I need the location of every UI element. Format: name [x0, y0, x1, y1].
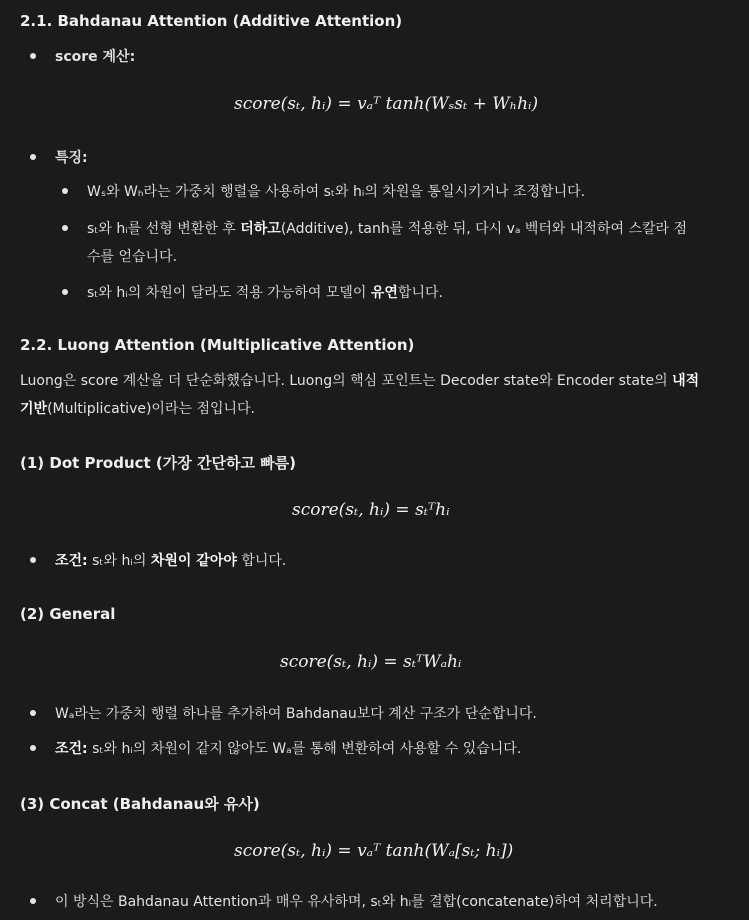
dot-condition-text-a: sₜ와 hᵢ의: [87, 553, 151, 569]
feature-item-2-bold: 더하고: [240, 221, 281, 237]
bullet: [30, 53, 36, 59]
luong-intro-bold-a: 내적: [672, 373, 700, 389]
feature-item-2-text-a: sₜ와 hᵢ를 선형 변환한 후: [87, 221, 241, 237]
bullet: [30, 745, 36, 751]
bahdanau-formula: [234, 94, 538, 114]
dot-condition-text-b: 합니다.: [236, 553, 287, 569]
luong-intro-bold-b: 기반: [20, 401, 48, 417]
bullet: [62, 225, 68, 231]
bahdanau-formula-text: score(sₜ, hᵢ) = vₐᵀ tanh(Wₛsₜ + Wₕhᵢ): [234, 94, 539, 114]
dot-condition-label: 조건:: [55, 553, 88, 569]
luong-intro-text-b: (Multiplicative)이라는 점입니다.: [47, 401, 255, 417]
subsection-heading-general: (2) General: [20, 605, 116, 623]
luong-intro-text-a: Luong은 score 계산을 더 단순화했습니다. Luong의 핵심 포인트는 Decoder state와 Encoder state의: [20, 373, 673, 389]
general-bullet-1: Wₐ라는 가중치 행렬 하나를 추가하여 Bahdanau보다 계산 구조가 단순합니다.: [55, 706, 537, 722]
concat-formula: score(sₜ, hᵢ) = vₐᵀ tanh(Wₐ[sₜ; hᵢ]): [234, 841, 514, 861]
general-condition: [55, 738, 521, 758]
feature-item-2-text-b: (Additive), tanh를 적용한 뒤, 다시 vₐ 벡터와 내적하여 스칼라 점: [280, 221, 687, 237]
general-condition-text: sₜ와 hᵢ의 차원이 같지 않아도 Wₐ를 통해 변환하여 사용할 수 있습니다.: [87, 741, 522, 757]
luong-intro-line1: [20, 370, 699, 390]
luong-intro-line2: [20, 398, 255, 418]
feature-item-1: Wₛ와 Wₕ라는 가중치 행렬을 사용하여 sₜ와 hᵢ의 차원을 통일시키거나 조정합니다.: [87, 184, 586, 200]
feature-item-3-text-b: 합니다.: [397, 285, 443, 301]
general-formula: score(sₜ, hᵢ) = sₜᵀWₐhᵢ: [280, 652, 462, 672]
features-label: 특징:: [55, 150, 88, 166]
feature-item-3-text-a: sₜ와 hᵢ의 차원이 달라도 적용 가능하여 모델이: [87, 285, 371, 301]
subsection-heading-concat: (3) Concat (Bahdanau와 유사): [20, 795, 260, 813]
general-condition-label: 조건:: [55, 741, 88, 757]
section-heading-bahdanau: 2.1. Bahdanau Attention (Additive Attention): [20, 12, 403, 30]
bullet: [30, 154, 36, 160]
feature-item-2: [87, 218, 687, 238]
bullet: [30, 898, 36, 904]
score-label: score 계산:: [55, 49, 136, 65]
feature-item-2-line2: 수를 얻습니다.: [87, 249, 178, 265]
dot-condition: [55, 550, 286, 570]
feature-item-3-bold: 유연: [370, 285, 398, 301]
concat-bullet-1: 이 방식은 Bahdanau Attention과 매우 유사하며, sₜ와 hᵢ를 결합(concatenate)하여 처리합니다.: [55, 894, 658, 910]
bullet: [30, 557, 36, 563]
subsection-heading-dot: (1) Dot Product (가장 간단하고 빠름): [20, 454, 296, 472]
bullet: [62, 289, 68, 295]
bullet: [30, 710, 36, 716]
dot-condition-bold: 차원이 같아야: [150, 553, 237, 569]
bullet: [62, 188, 68, 194]
section-heading-luong: 2.2. Luong Attention (Multiplicative Attention): [20, 336, 415, 354]
dot-formula: score(sₜ, hᵢ) = sₜᵀhᵢ: [292, 500, 450, 520]
feature-item-3: [87, 282, 443, 302]
